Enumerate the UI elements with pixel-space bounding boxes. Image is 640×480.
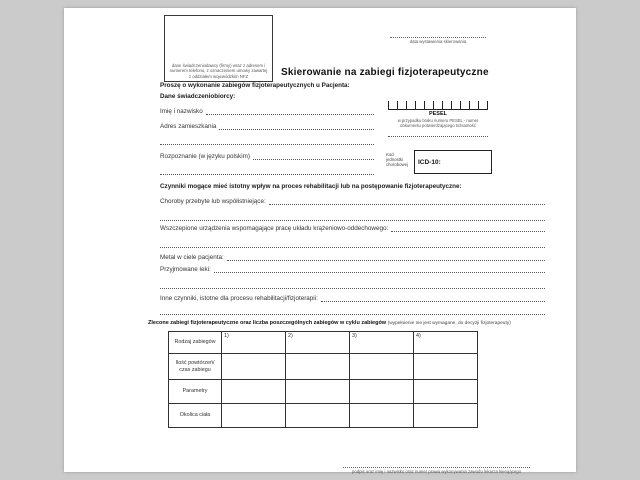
table-row	[169, 404, 478, 428]
factor-medication-label: Przyjmowane leki:	[160, 266, 211, 273]
table-row	[169, 380, 478, 404]
pesel-cell	[469, 101, 478, 109]
icd10-label: ICD-10:	[418, 158, 441, 166]
signature-caption: podpis oraz imię i nazwisko oraz numer prawa wykonywania zawodu lekarza kierującego	[351, 469, 522, 474]
treatment-cell: 1)	[222, 332, 286, 354]
row-label-repetitions: Ilość powtórzeń/ czas zabiegu	[169, 354, 222, 380]
treatment-cell	[414, 354, 478, 380]
diagnosis-fill-line	[253, 153, 374, 160]
pesel-cell	[388, 101, 397, 109]
row-label-treatment-type: Rodzaj zabiegów	[169, 332, 222, 354]
treatments-caption-note: (wypełnienie nie jest wymagane, do decyzji fizjoterapeuty)	[387, 321, 511, 326]
factor-metal-fill-line	[227, 254, 545, 261]
treatment-cell	[414, 404, 478, 428]
factor-row-other	[160, 295, 545, 302]
patient-section-heading: Dane świadczeniobiorcy:	[160, 93, 236, 100]
factor-row-medication	[160, 266, 545, 273]
treatment-cell: 3)	[350, 332, 414, 354]
signature-line	[343, 460, 530, 468]
signature-block	[343, 460, 530, 474]
factor-medication-extra-line	[160, 288, 545, 289]
provider-stamp-box	[164, 15, 273, 82]
form-title: Skierowanie na zabiegi fizjoterapeutyczne	[281, 67, 489, 78]
pesel-cell	[442, 101, 451, 109]
factor-metal-label: Metal w ciele pacjenta:	[160, 254, 224, 261]
treatment-cell	[414, 380, 478, 404]
treatment-cell	[350, 404, 414, 428]
treatment-cell	[222, 404, 286, 428]
treatment-cell	[350, 380, 414, 404]
pesel-cell	[460, 101, 469, 109]
pesel-comb	[388, 101, 488, 110]
treatments-caption-bold: Zlecone zabiegi fizjoterapeutyczne oraz liczba poszczególnych zabiegów w cyklu zabiegów	[148, 320, 387, 326]
patient-address-extra-line	[160, 144, 374, 145]
factor-diseases-label: Choroby przebyte lub współistniejące:	[160, 198, 266, 205]
table-row	[169, 354, 478, 380]
factor-implants-label: Wszczepione urządzenia wspomagające pracę układu krążeniowo-oddechowego:	[160, 225, 389, 232]
patient-name-fill-line	[206, 108, 374, 115]
issue-date-block	[390, 30, 486, 44]
factor-other-fill-line	[321, 295, 545, 302]
pesel-note: w przypadku braku numeru PESEL - numer dokumentu potwierdzającego tożsamość	[397, 118, 479, 129]
pesel-cell	[433, 101, 442, 109]
provider-stamp-note: dane świadczeniodawcy (firmy) wraz z adresem i numerem telefonu, z oznaczeniem umowy zawartej z oddziałem wojewódzkim NFZ	[169, 62, 268, 79]
pesel-cell	[478, 101, 488, 109]
treatments-table-caption	[148, 320, 550, 326]
issue-date-line	[390, 30, 486, 38]
pesel-cell	[415, 101, 424, 109]
diagnosis-row	[160, 153, 374, 160]
treatments-table	[168, 331, 478, 428]
pesel-cell	[451, 101, 460, 109]
factors-heading: Czynniki mogące mieć istotny wpływ na proces rehabilitacji lub na postępowanie fizjoterapeutyczne:	[160, 183, 462, 190]
factor-other-extra-line	[160, 314, 545, 315]
row-label-parameters: Parametry	[169, 380, 222, 404]
pesel-label: PESEL	[428, 111, 448, 117]
patient-address-label: Adres zamieszkania	[160, 123, 217, 130]
treatment-cell: 4)	[414, 332, 478, 354]
disease-code-caption: Kod jednostki chorobowej	[386, 152, 408, 168]
treatment-cell	[222, 354, 286, 380]
pesel-block	[388, 101, 488, 137]
factor-diseases-fill-line	[269, 198, 545, 205]
treatment-cell	[286, 354, 350, 380]
icd10-box	[414, 150, 492, 174]
pesel-cell	[406, 101, 415, 109]
pesel-cell	[424, 101, 433, 109]
table-row	[169, 332, 478, 354]
factor-diseases-extra-line	[160, 220, 545, 221]
factor-implants-fill-line	[391, 225, 545, 232]
intro-line: Proszę o wykonanie zabiegów fizjoterapeutycznych u Pacjenta:	[160, 82, 350, 89]
factor-row-metal	[160, 254, 545, 261]
issue-date-caption: data wystawienia skierowania	[409, 39, 467, 44]
patient-address-fill-line	[219, 123, 374, 130]
patient-name-row	[160, 108, 374, 115]
pesel-cell	[397, 101, 406, 109]
factor-implants-extra-line	[160, 247, 545, 248]
treatment-cell	[350, 354, 414, 380]
referral-form-page	[64, 8, 576, 472]
diagnosis-extra-line	[160, 174, 374, 175]
treatment-cell	[286, 404, 350, 428]
patient-address-row	[160, 123, 374, 130]
patient-name-label: Imię i nazwisko	[160, 108, 203, 115]
factor-medication-fill-line	[214, 266, 545, 273]
treatment-cell	[286, 380, 350, 404]
diagnosis-label: Rozpoznanie (w języku polskim)	[160, 153, 250, 160]
row-label-body-area: Okolica ciała	[169, 404, 222, 428]
treatment-cell: 2)	[286, 332, 350, 354]
factor-other-label: Inne czynniki, istotne dla procesu rehabilitacji/fizjoterapii:	[160, 295, 318, 302]
factor-row-implants	[160, 225, 545, 232]
factor-row-diseases	[160, 198, 545, 205]
id-document-line	[388, 136, 488, 137]
treatment-cell	[222, 380, 286, 404]
